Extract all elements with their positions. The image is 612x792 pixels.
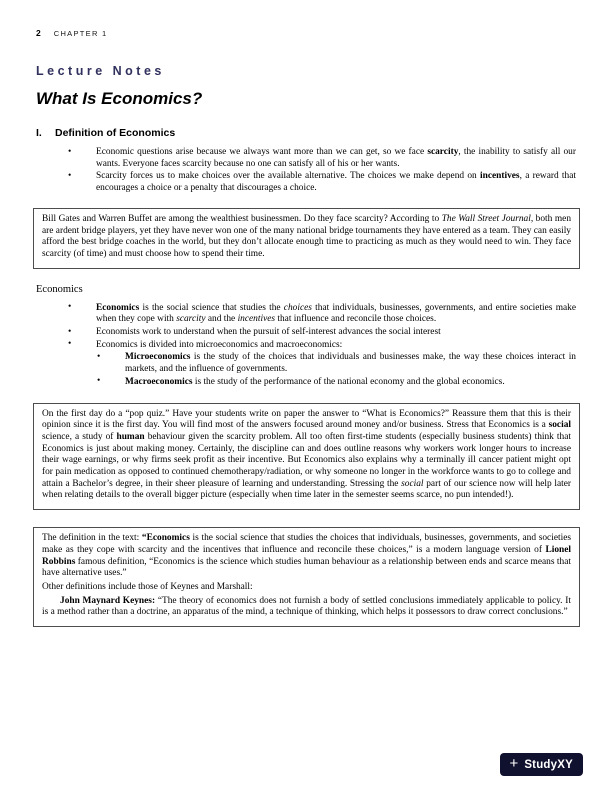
list-item	[36, 340, 576, 352]
lecture-notes-heading: Lecture Notes	[36, 64, 165, 78]
bullet-text: Economic questions arise because we always want more than we can get, so we face scarcity, the inability to satisfy all our wants. Everyone faces scarcity because no one can satisfy all of his or her wants.	[96, 147, 576, 169]
note-paragraph: On the first day do a “pop quiz.” Have your students write on paper the answer to “What is Economics?” Reassure them that this is their opinion since it is the first day. You will find most of the answers focused around money and/or business. Stress that Economics is a social science, a study of human behaviour given the scarcity problem. All too often first-time students (especially business students) think that Economics is just about making money. Certainly, the discipline can and does outline reasons why workers work longer hours to increase their wage earnings, or why firms seek profit as their incentive. But Economics also explains why a terminally ill cancer patient might opt for pain medication as opposed to continued chemotherapy/radiation, or why someone no longer in the workforce wants to go to college and attain a Bachelor’s degree, in their sheer pleasure of learning and understanding. Stressing the social part of our science now will help later when relating details to the overall bigger picture (especially when time later in the semester seems scarce, no pun intended!).	[42, 408, 571, 501]
note-paragraph: John Maynard Keynes: “The theory of economics does not furnish a body of settled conclusions immediately applicable to policy. It is a method rather than a doctrine, an apparatus of the mind, a technique of thinking, which helps it possessors to draw correct conclusions.”	[42, 595, 571, 618]
bullet-text: Macroeconomics is the study of the performance of the national economy and the global economics.	[125, 376, 505, 387]
brand-name: StudyXY	[524, 758, 573, 771]
list-item	[36, 327, 576, 339]
bullet-marker: •	[68, 146, 72, 157]
bullet-text: Economics is the social science that studies the choices that individuals, businesses, governments, and entire societies make when they cope with scarcity and the incentives that influence and reconcile those choices.	[96, 302, 576, 325]
bullet-marker: •	[68, 339, 72, 350]
list-item-sub	[36, 377, 576, 389]
plus-icon: +	[509, 755, 519, 772]
bullet-marker: •	[97, 376, 101, 387]
note-paragraph: Bill Gates and Warren Buffet are among the wealthiest businessmen. Do they face scarcity? According to The Wall Street Journal, both men are ardent bridge players, yet they have never won one of the many national bridge tournaments they have entered as a team. They can easily afford the best bridge coaches in the world, but they don’t allocate enough time to practicing as much as they would need to win. They face scarcity (of time) and must choose how to spend their time.	[42, 213, 572, 259]
section-title: Definition of Economics	[55, 127, 176, 139]
bullet-marker: •	[68, 326, 72, 337]
definition-bullet-list	[36, 147, 576, 195]
list-item	[36, 303, 576, 326]
page-number: 2	[36, 28, 41, 38]
economics-subheading: Economics	[36, 283, 83, 295]
page-title: What Is Economics?	[36, 89, 203, 108]
section-heading-definition	[36, 127, 576, 139]
section-numeral: I.	[36, 127, 42, 139]
economics-bullet-list	[36, 303, 576, 389]
instructor-note-box-definitions	[33, 527, 580, 627]
bullet-marker: •	[97, 351, 101, 362]
bullet-marker: •	[68, 170, 72, 181]
bullet-text: Economists work to understand when the pursuit of self-interest advances the social interest	[96, 327, 441, 338]
list-item	[36, 147, 576, 170]
page-header	[36, 28, 576, 38]
bullet-text: Scarcity forces us to make choices over the available alternative. The choices we make depend on incentives, a reward that encourages a choice or a penalty that discourages a choice.	[96, 171, 576, 194]
bullet-text: Microeconomics is the study of the choices that individuals and businesses make, the way these choices interact in markets, and the influence of governments.	[125, 352, 576, 375]
note-paragraph: Other definitions include those of Keynes and Marshall:	[42, 581, 253, 592]
note-paragraph: The definition in the text: “Economics is the social science that studies the choices that individuals, businesses, governments, and societies make as they cope with scarcity and the incentives that influence and reconcile these choices,” is a modern language version of Lionel Robbins famous definition, “Economics is the science which studies human behaviour as a relationship between ends and scarce means that have alternative uses.”	[42, 533, 572, 579]
bullet-text: Economics is divided into microeconomics and macroeconomics:	[96, 339, 343, 350]
instructor-note-box-gates-buffet	[33, 208, 580, 269]
studyxy-logo	[500, 753, 583, 776]
instructor-note-box-pop-quiz	[33, 403, 580, 511]
list-item-sub	[36, 352, 576, 375]
chapter-label: CHAPTER 1	[53, 29, 108, 38]
bullet-marker: •	[68, 302, 72, 313]
list-item	[36, 171, 576, 194]
